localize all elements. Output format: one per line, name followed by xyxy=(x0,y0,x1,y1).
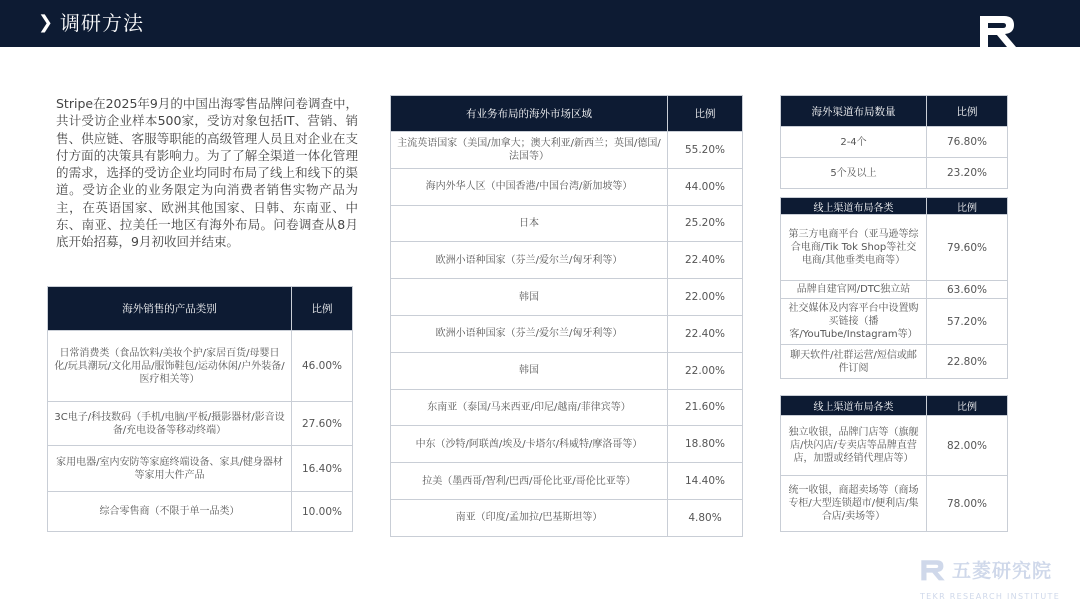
table-row xyxy=(781,215,1008,281)
channel-count-value: 23.20% xyxy=(927,158,1008,189)
table-row xyxy=(391,389,743,426)
online-channel-value: 79.60% xyxy=(927,215,1008,281)
channel-count-value: 76.80% xyxy=(927,127,1008,158)
offline-channel-name: 独立收银，品牌门店等（旗舰店/快闪店/专卖店等品牌直营店，加盟或经销代理店等） xyxy=(781,416,927,476)
market-value: 14.40% xyxy=(668,463,743,500)
table-row xyxy=(781,281,1008,299)
table-row xyxy=(781,476,1008,532)
online-channel-name: 聊天软件/社群运营/短信或邮件订阅 xyxy=(781,345,927,379)
market-value: 55.20% xyxy=(668,132,743,169)
table-row xyxy=(781,299,1008,345)
channel-count-name: 5个及以上 xyxy=(781,158,927,189)
watermark-en-text: TEKR RESEARCH INSTITUTE xyxy=(920,592,1061,601)
table-row xyxy=(391,279,743,316)
online-channel-table xyxy=(780,197,1008,379)
column-header: 海外渠道布局数量 xyxy=(781,96,927,127)
category-value: 46.00% xyxy=(292,331,353,402)
table-row xyxy=(781,158,1008,189)
market-name: 欧洲小语种国家（芬兰/爱尔兰/匈牙利等） xyxy=(391,242,668,279)
column-header: 比例 xyxy=(927,396,1008,416)
market-name: 韩国 xyxy=(391,352,668,389)
table-row xyxy=(391,463,743,500)
online-channel-name: 社交媒体及内容平台中设置购买链接（播客/YouTube/Instagram等） xyxy=(781,299,927,345)
brand-logo-icon xyxy=(978,14,1018,48)
column-header: 线上渠道布局各类 xyxy=(781,198,927,215)
online-channel-value: 63.60% xyxy=(927,281,1008,299)
channel-count-name: 2-4个 xyxy=(781,127,927,158)
column-header: 海外销售的产品类别 xyxy=(48,287,292,331)
table-row xyxy=(391,242,743,279)
table-row xyxy=(781,345,1008,379)
page-title: 调研方法 xyxy=(60,11,144,35)
category-name: 综合零售商（不限于单一品类） xyxy=(48,492,292,532)
column-header: 比例 xyxy=(668,96,743,132)
market-value: 18.80% xyxy=(668,426,743,463)
category-value: 27.60% xyxy=(292,402,353,446)
market-name: 中东（沙特/阿联酋/埃及/卡塔尔/科威特/摩洛哥等） xyxy=(391,426,668,463)
header-bar xyxy=(0,0,1080,47)
market-value: 4.80% xyxy=(668,499,743,536)
offline-channel-name: 统一收银，商超卖场等（商场专柜/大型连锁超市/便利店/集合店/卖场等） xyxy=(781,476,927,532)
table-row xyxy=(48,331,353,402)
table-row xyxy=(781,416,1008,476)
market-region-table xyxy=(390,95,743,537)
market-value: 21.60% xyxy=(668,389,743,426)
table-row xyxy=(48,402,353,446)
table-row xyxy=(781,127,1008,158)
market-name: 拉美（墨西哥/智利/巴西/哥伦比亚/哥伦比亚等） xyxy=(391,463,668,500)
market-value: 22.00% xyxy=(668,279,743,316)
offline-channel-value: 78.00% xyxy=(927,476,1008,532)
column-header: 比例 xyxy=(927,198,1008,215)
intro-paragraph: Stripe在2025年9月的中国出海零售品牌问卷调查中，共计受访企业样本500家，受访对象包括IT、营销、销售、供应链、客服等职能的高级管理人员且对企业在支付方面的决策具有影响力。为了了解全渠道一体化管理的需求，选择的受访企业均同时布局了线上和线下的渠道。受访企业的业务限定为向消费者销售实物产品为主，在英语国家、欧洲其他国家、日韩、东南亚、中东、南亚、拉美任一地区有海外布局。问卷调查从8月底开始招募，9月初收回并结束。 xyxy=(56,96,358,250)
market-value: 25.20% xyxy=(668,205,743,242)
market-name: 东南亚（泰国/马来西亚/印尼/越南/菲律宾等） xyxy=(391,389,668,426)
market-name: 主流英语国家（美国/加拿大；澳大利亚/新西兰；英国/德国/法国等） xyxy=(391,132,668,169)
product-category-table xyxy=(47,286,353,532)
offline-channel-table xyxy=(780,395,1008,532)
watermark xyxy=(920,556,1075,606)
category-value: 10.00% xyxy=(292,492,353,532)
chevron-right-icon: ❯ xyxy=(38,12,54,33)
market-value: 22.00% xyxy=(668,352,743,389)
column-header: 比例 xyxy=(292,287,353,331)
market-name: 日本 xyxy=(391,205,668,242)
market-name: 韩国 xyxy=(391,279,668,316)
category-name: 日常消费类（食品饮料/美妆个护/家居百货/母婴日化/玩具潮玩/文化用品/服饰鞋包/运动休闲/户外装备/医疗相关等） xyxy=(48,331,292,402)
table-row xyxy=(391,315,743,352)
column-header: 线上渠道布局各类 xyxy=(781,396,927,416)
table-row xyxy=(391,499,743,536)
category-name: 3C电子/科技数码（手机/电脑/平板/摄影器材/影音设备/充电设备等移动终端） xyxy=(48,402,292,446)
table-row xyxy=(48,446,353,492)
column-header: 比例 xyxy=(927,96,1008,127)
category-value: 16.40% xyxy=(292,446,353,492)
online-channel-name: 品牌自建官网/DTC独立站 xyxy=(781,281,927,299)
market-name: 海内外华人区（中国香港/中国台湾/新加坡等） xyxy=(391,168,668,205)
table-row xyxy=(391,205,743,242)
offline-channel-value: 82.00% xyxy=(927,416,1008,476)
column-header: 有业务布局的海外市场区域 xyxy=(391,96,668,132)
table-row xyxy=(391,168,743,205)
watermark-logo-icon xyxy=(920,558,946,582)
online-channel-name: 第三方电商平台（亚马逊等综合电商/Tik Tok Shop等社交电商/其他垂类电商等） xyxy=(781,215,927,281)
market-name: 欧洲小语种国家（芬兰/爱尔兰/匈牙利等） xyxy=(391,315,668,352)
market-name: 南亚（印度/孟加拉/巴基斯坦等） xyxy=(391,499,668,536)
online-channel-value: 57.20% xyxy=(927,299,1008,345)
table-row xyxy=(391,426,743,463)
category-name: 家用电器/室内安防等家庭终端设备、家具/健身器材等家用大件产品 xyxy=(48,446,292,492)
channel-count-table xyxy=(780,95,1008,189)
table-row xyxy=(391,132,743,169)
table-row xyxy=(48,492,353,532)
online-channel-value: 22.80% xyxy=(927,345,1008,379)
market-value: 22.40% xyxy=(668,315,743,352)
table-row xyxy=(391,352,743,389)
market-value: 44.00% xyxy=(668,168,743,205)
market-value: 22.40% xyxy=(668,242,743,279)
watermark-cn-text: 五菱研究院 xyxy=(952,560,1053,582)
